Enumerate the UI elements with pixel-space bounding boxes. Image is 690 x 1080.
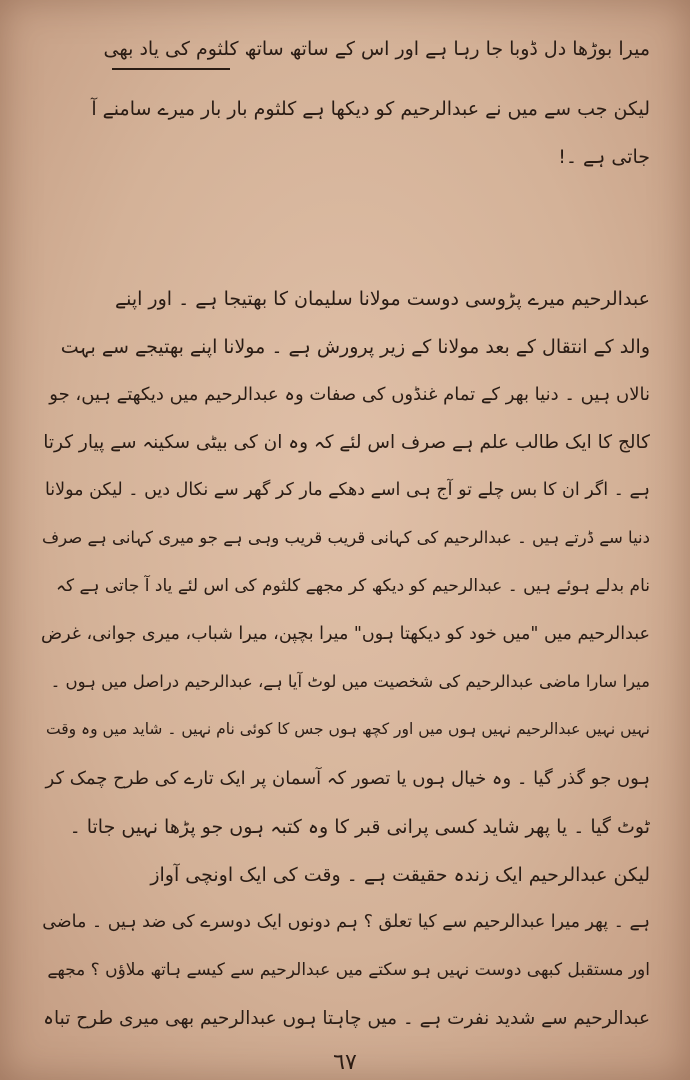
body-line-15: اور مستقبل کبھی دوست نہیں ہو سکتے میں عبدالرحیم سے کیسے ہاتھ ملاؤں ؟ مجھے [47,960,650,980]
top-line-1: میرا بوڑھا دل ڈوبا جا رہا ہے اور اس کے ساتھ ساتھ کلثوم کی یاد بھی [103,38,650,60]
body-line-11: ہوں جو گذر گیا ۔ وہ خیال ہوں یا تصور کہ آسمان پر ایک تارے کی طرح چمک کر [45,768,650,789]
body-line-5: ہے ۔ اگر ان کا بس چلے تو آج ہی اسے دھکے مار کر گھر سے نکال دیں ۔ لیکن مولانا [44,480,650,500]
top-line-2: لیکن جب سے میں نے عبدالرحیم کو دیکھا ہے کلثوم بار بار میرے سامنے آ [91,98,650,120]
body-line-6: دنیا سے ڈرتے ہیں ۔ عبدالرحیم کی کہانی قریب قریب وہی ہے جو میری کہانی ہے صرف [42,528,650,547]
body-line-14: ہے ۔ پھر میرا عبدالرحیم سے کیا تعلق ؟ ہم دونوں ایک دوسرے کی ضد ہیں ۔ ماضی [42,912,650,932]
body-line-1: عبدالرحیم میرے پڑوسی دوست مولانا سلیمان کا بھتیجا ہے ۔ اور اپنے [114,288,650,310]
body-line-3: نالاں ہیں ۔ دنیا بھر کے تمام غنڈوں کی صفات وہ عبدالرحیم میں دیکھتے ہیں، جو [49,384,650,405]
top-line-3: جاتی ہے ۔! [558,146,650,168]
body-line-12: ٹوٹ گیا ۔ یا پھر شاید کسی پرانی قبر کا وہ کتبہ ہوں جو پڑھا نہیں جاتا ۔ [69,816,650,838]
dash-rule [112,68,230,70]
body-line-7: نام بدلے ہوئے ہیں ۔ عبدالرحیم کو دیکھ کر مجھے کلثوم کی اس لئے یاد آ جاتی ہے کہ [56,576,650,596]
body-line-10: نہیں نہیں عبدالرحیم نہیں ہوں میں اور کچھ ہوں جس کا کوئی نام نہیں ۔ شاید میں وہ وقت [46,720,650,738]
body-line-16: عبدالرحیم سے شدید نفرت ہے ۔ میں چاہتا ہوں عبدالرحیم بھی میری طرح تباہ [43,1008,650,1029]
body-line-2: والد کے انتقال کے بعد مولانا کے زیر پرورش ہے ۔ مولانا اپنے بھتیجے سے بہت [60,336,650,358]
body-line-4: کالج کا ایک طالب علم ہے صرف اس لئے کہ وہ ان کی بیٹی سکینہ سے پیار کرتا [43,432,650,453]
body-line-9: میرا سارا ماضی عبدالرحیم کی شخصیت میں لوٹ آیا ہے، عبدالرحیم دراصل میں ہوں ۔ [50,672,650,691]
body-line-13: لیکن عبدالرحیم ایک زندہ حقیقت ہے ۔ وقت کی ایک اونچی آواز [150,864,650,886]
page-number: ٦٧ [333,1050,357,1075]
body-line-8: عبدالرحیم میں "میں خود کو دیکھتا ہوں" میرا بچپن، میرا شباب، میری جوانی، غرض [40,624,650,644]
